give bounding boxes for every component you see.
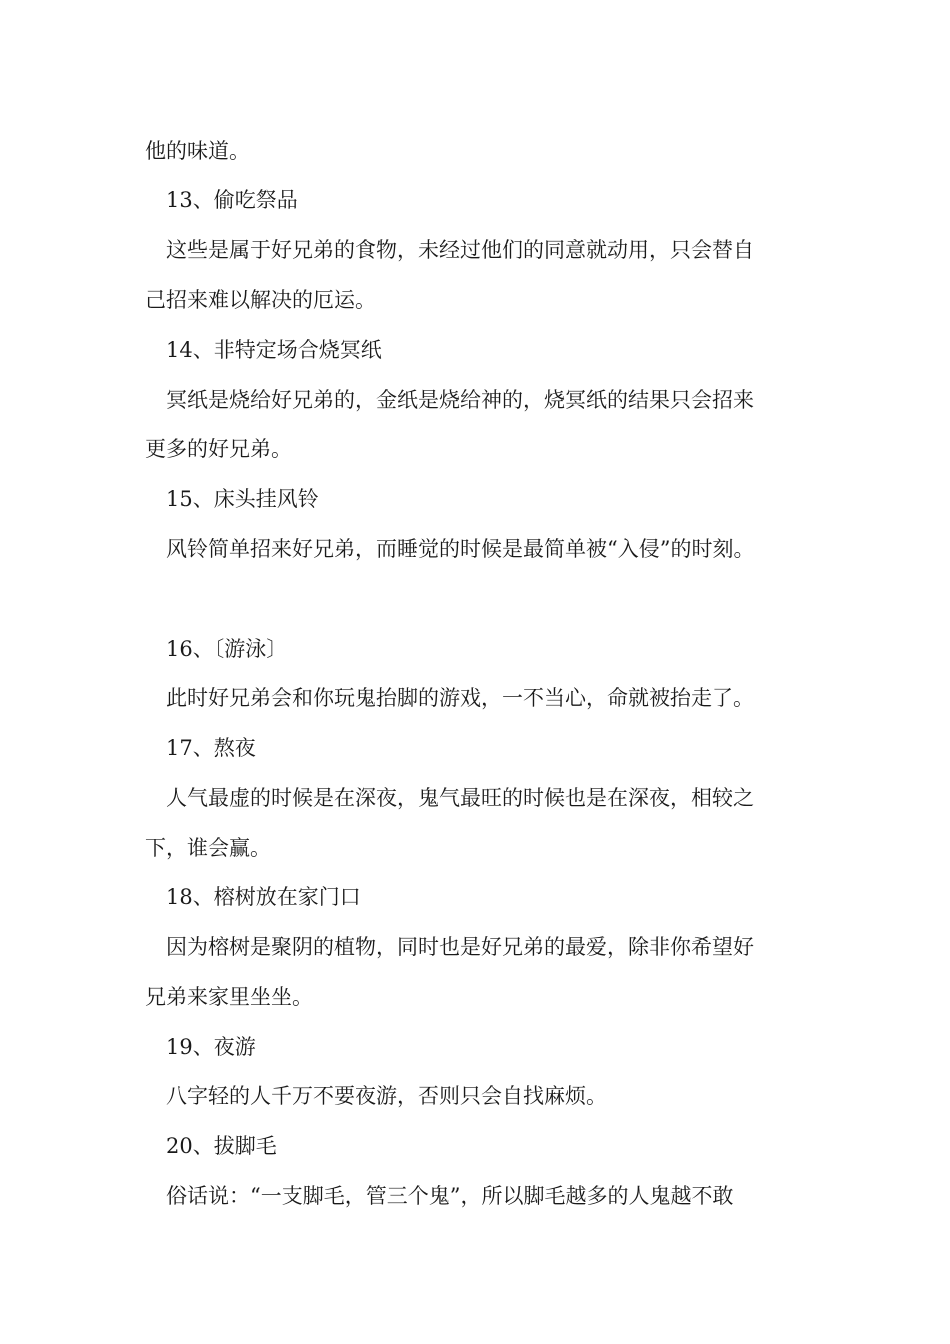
section-heading: 16、〔游泳〕 [166, 637, 288, 661]
section-heading: 15、床头挂风铃 [166, 487, 319, 511]
paragraph-line: 此时好兄弟会和你玩鬼抬脚的游戏，一不当心，命就被抬走了。 [166, 686, 754, 710]
paragraph-line: 下，谁会赢。 [145, 836, 271, 860]
section-heading: 18、榕树放在家门口 [166, 885, 361, 909]
paragraph-line: 人气最虚的时候是在深夜，鬼气最旺的时候也是在深夜，相较之 [166, 786, 754, 810]
paragraph-line: 他的味道。 [145, 139, 250, 163]
paragraph-line: 更多的好兄弟。 [145, 437, 292, 461]
section-heading: 14、非特定场合烧冥纸 [166, 338, 382, 362]
paragraph-line: 八字轻的人千万不要夜游，否则只会自找麻烦。 [166, 1084, 607, 1108]
paragraph-line: 己招来难以解决的厄运。 [145, 288, 376, 312]
paragraph-line: 风铃简单招来好兄弟，而睡觉的时候是最简单被“入侵”的时刻。 [166, 537, 755, 561]
paragraph-line: 这些是属于好兄弟的食物，未经过他们的同意就动用，只会替自 [166, 238, 754, 262]
paragraph-line: 俗话说：“一支脚毛，管三个鬼”，所以脚毛越多的人鬼越不敢 [166, 1184, 734, 1208]
paragraph-line: 冥纸是烧给好兄弟的，金纸是烧给神的，烧冥纸的结果只会招来 [166, 388, 754, 412]
paragraph-line: 因为榕树是聚阴的植物，同时也是好兄弟的最爱，除非你希望好 [166, 935, 754, 959]
section-heading: 19、夜游 [166, 1035, 256, 1059]
section-heading: 13、偷吃祭品 [166, 188, 298, 212]
paragraph-line: 兄弟来家里坐坐。 [145, 985, 313, 1009]
section-heading: 20、拔脚毛 [166, 1134, 277, 1158]
section-heading: 17、熬夜 [166, 736, 256, 760]
